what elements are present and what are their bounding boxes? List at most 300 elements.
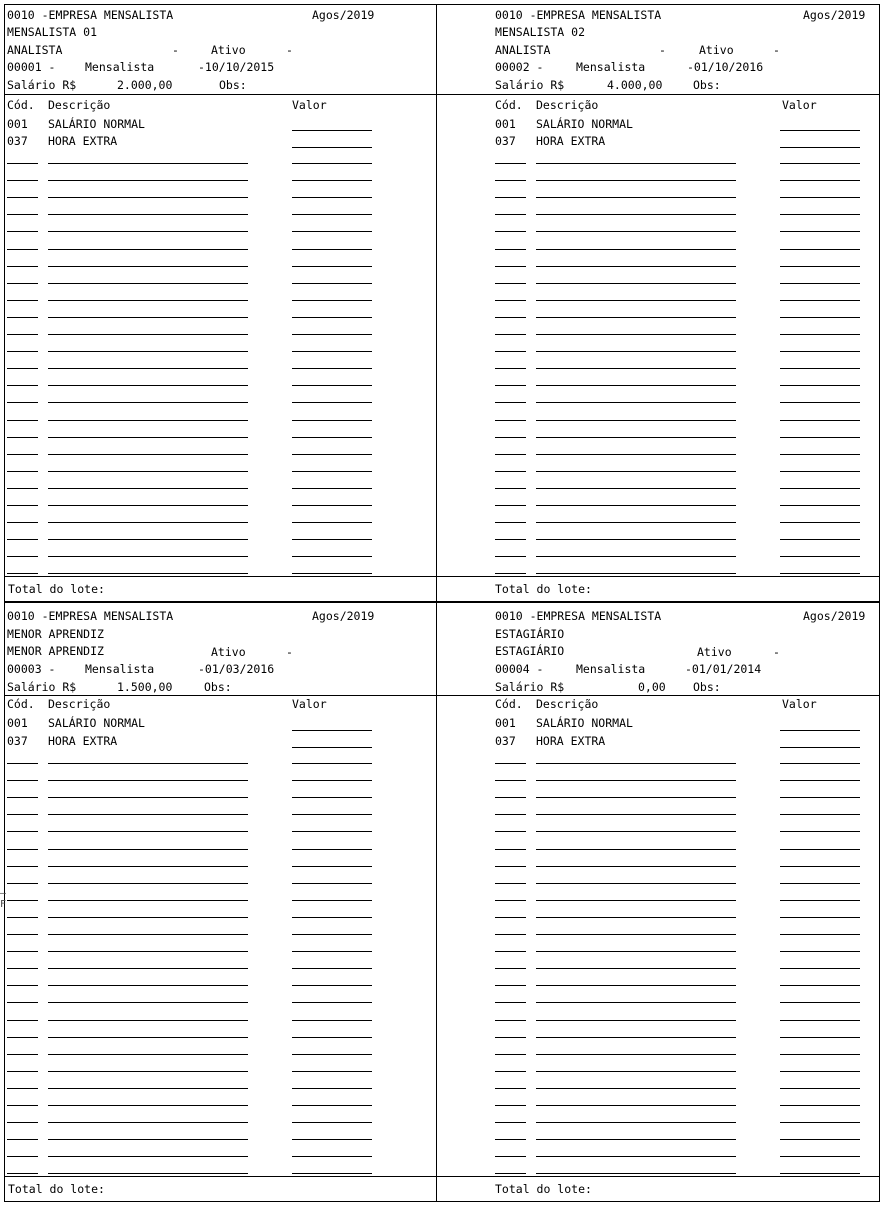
blank-entry-line [7, 917, 38, 918]
blank-entry-line [48, 1037, 248, 1038]
blank-entry-line [48, 334, 248, 335]
blank-entry-line [536, 334, 736, 335]
blank-entry-line [780, 130, 860, 131]
blank-entry-line [536, 934, 736, 935]
blank-entry-line [7, 300, 38, 301]
blank-entry-line [495, 420, 526, 421]
lot-total-row [5, 576, 436, 601]
blank-entry-line [780, 900, 860, 901]
blank-entry-line [48, 985, 248, 986]
blank-entry-line [536, 266, 736, 267]
blank-entry-line [7, 283, 38, 284]
blank-entry-line [292, 951, 372, 952]
blank-entry-line [292, 1037, 372, 1038]
employee-registration: 00004 - [495, 662, 544, 676]
blank-entry-line [536, 573, 736, 574]
blank-entry-line [536, 1139, 736, 1140]
blank-entry-line [780, 934, 860, 935]
blank-entry-line [292, 780, 372, 781]
salary-value: 1.500,00 [117, 680, 173, 694]
blank-entry-line [536, 1105, 736, 1106]
blank-entry-line [7, 214, 38, 215]
blank-entry-line [536, 814, 736, 815]
blank-entry-line [536, 317, 736, 318]
blank-entry-line [292, 866, 372, 867]
employee-role: ANALISTA [7, 43, 63, 57]
blank-entry-line [495, 1020, 526, 1021]
blank-entry-line [495, 334, 526, 335]
blank-entry-line [536, 300, 736, 301]
blank-entry-line [780, 334, 860, 335]
employee-status: Ativo [211, 43, 246, 57]
blank-entry-line [495, 1105, 526, 1106]
blank-entry-line [495, 488, 526, 489]
blank-entry-line [780, 1156, 860, 1157]
blank-entry-line [536, 763, 736, 764]
blank-entry-line [495, 573, 526, 574]
employee-name: MENSALISTA 01 [7, 25, 98, 39]
blank-entry-line [292, 197, 372, 198]
employee-role: MENOR APRENDIZ [7, 644, 104, 658]
blank-entry-line [780, 730, 860, 731]
blank-entry-line [48, 917, 248, 918]
employee-type: Mensalista [85, 662, 155, 676]
blank-entry-line [536, 917, 736, 918]
header-divider [437, 94, 879, 95]
blank-entry-line [48, 951, 248, 952]
blank-entry-line [48, 385, 248, 386]
blank-entry-line [48, 402, 248, 403]
lot-total-label: Total do lote: [495, 1182, 592, 1196]
blank-entry-line [7, 522, 38, 523]
blank-entry-line [7, 934, 38, 935]
blank-entry-line [780, 402, 860, 403]
blank-entry-line [780, 163, 860, 164]
blank-entry-line [780, 763, 860, 764]
blank-entry-line [48, 866, 248, 867]
blank-entry-line [495, 437, 526, 438]
blank-entry-line [7, 471, 38, 472]
blank-entry-line [780, 1173, 860, 1174]
blank-entry-line [536, 488, 736, 489]
blank-entry-line [780, 197, 860, 198]
event-description: SALÁRIO NORMAL [536, 117, 633, 131]
blank-entry-line [292, 985, 372, 986]
period: Agos/2019 [312, 609, 375, 623]
employee-status: Ativo [697, 645, 732, 659]
blank-entry-line [536, 163, 736, 164]
blank-entry-line [48, 420, 248, 421]
blank-entry-line [292, 539, 372, 540]
obs-label: Obs: [219, 78, 247, 92]
blank-entry-line [7, 505, 38, 506]
blank-entry-line [536, 1122, 736, 1123]
blank-entry-line [495, 505, 526, 506]
blank-entry-line [780, 283, 860, 284]
blank-entry-line [292, 300, 372, 301]
blank-entry-line [292, 1122, 372, 1123]
blank-entry-line [48, 831, 248, 832]
company-name: 0010 -EMPRESA MENSALISTA [7, 609, 174, 623]
employee-name: ESTAGIÁRIO [495, 627, 565, 641]
column-header-cod: Cód. [495, 98, 523, 112]
blank-entry-line [7, 1139, 38, 1140]
blank-entry-line [780, 917, 860, 918]
employee-card [4, 602, 437, 1202]
blank-entry-line [292, 402, 372, 403]
event-description: SALÁRIO NORMAL [536, 716, 633, 730]
blank-entry-line [495, 351, 526, 352]
employee-status: Ativo [211, 645, 246, 659]
blank-entry-line [292, 231, 372, 232]
blank-entry-line [780, 351, 860, 352]
blank-entry-line [536, 831, 736, 832]
blank-entry-line [292, 556, 372, 557]
blank-entry-line [48, 1105, 248, 1106]
period: Agos/2019 [803, 8, 866, 22]
column-header-desc: Descrição [536, 98, 599, 112]
blank-entry-line [48, 231, 248, 232]
event-code: 037 [495, 734, 516, 748]
blank-entry-line [7, 334, 38, 335]
blank-entry-line [780, 505, 860, 506]
blank-entry-line [495, 317, 526, 318]
admission-date: -01/03/2016 [198, 662, 275, 676]
blank-entry-line [292, 1020, 372, 1021]
blank-entry-line [536, 849, 736, 850]
blank-entry-line [7, 1020, 38, 1021]
blank-entry-line [48, 283, 248, 284]
blank-entry-line [48, 1122, 248, 1123]
blank-entry-line [536, 180, 736, 181]
salary-value: 2.000,00 [117, 78, 173, 92]
column-header-desc: Descrição [48, 697, 111, 711]
lot-total-row [5, 1176, 436, 1201]
employee-name: MENOR APRENDIZ [7, 627, 104, 641]
blank-entry-line [536, 797, 736, 798]
blank-entry-line [292, 763, 372, 764]
blank-entry-line [495, 849, 526, 850]
blank-entry-line [495, 934, 526, 935]
employee-type: Mensalista [576, 662, 646, 676]
blank-entry-line [780, 385, 860, 386]
blank-entry-line [7, 1054, 38, 1055]
employee-card [436, 4, 880, 602]
lot-total-row [437, 576, 879, 601]
blank-entry-line [48, 1088, 248, 1089]
blank-entry-line [7, 1122, 38, 1123]
salary-label: Salário R$ [495, 680, 565, 694]
blank-entry-line [292, 849, 372, 850]
blank-entry-line [7, 1002, 38, 1003]
blank-entry-line [495, 231, 526, 232]
blank-entry-line [7, 831, 38, 832]
blank-entry-line [495, 214, 526, 215]
blank-entry-line [7, 985, 38, 986]
company-name: 0010 -EMPRESA MENSALISTA [495, 609, 662, 623]
blank-entry-line [7, 368, 38, 369]
blank-entry-line [48, 968, 248, 969]
blank-entry-line [292, 900, 372, 901]
blank-entry-line [292, 488, 372, 489]
blank-entry-line [48, 556, 248, 557]
blank-entry-line [536, 1002, 736, 1003]
blank-entry-line [536, 385, 736, 386]
blank-entry-line [7, 1037, 38, 1038]
blank-entry-line [780, 780, 860, 781]
blank-entry-line [495, 951, 526, 952]
blank-entry-line [495, 1139, 526, 1140]
status-dash: - [286, 645, 293, 659]
blank-entry-line [48, 849, 248, 850]
blank-entry-line [292, 814, 372, 815]
blank-entry-line [292, 797, 372, 798]
blank-entry-line [7, 763, 38, 764]
blank-entry-line [780, 1037, 860, 1038]
blank-entry-line [780, 420, 860, 421]
blank-entry-line [536, 249, 736, 250]
blank-entry-line [536, 883, 736, 884]
employee-status: Ativo [699, 43, 734, 57]
blank-entry-line [48, 163, 248, 164]
event-code: 037 [495, 134, 516, 148]
blank-entry-line [48, 797, 248, 798]
blank-entry-line [7, 402, 38, 403]
column-header-valor: Valor [782, 98, 817, 112]
obs-label: Obs: [693, 680, 721, 694]
blank-entry-line [292, 1071, 372, 1072]
blank-entry-line [780, 317, 860, 318]
event-description: HORA EXTRA [536, 134, 606, 148]
employee-name: MENSALISTA 02 [495, 25, 586, 39]
blank-entry-line [7, 968, 38, 969]
lot-total-label: Total do lote: [495, 582, 592, 596]
blank-entry-line [780, 300, 860, 301]
blank-entry-line [536, 437, 736, 438]
blank-entry-line [780, 266, 860, 267]
blank-entry-line [292, 1054, 372, 1055]
blank-entry-line [780, 488, 860, 489]
event-description: HORA EXTRA [48, 134, 118, 148]
blank-entry-line [536, 1054, 736, 1055]
column-header-desc: Descrição [48, 98, 111, 112]
blank-entry-line [536, 985, 736, 986]
blank-entry-line [495, 968, 526, 969]
blank-entry-line [780, 1002, 860, 1003]
blank-entry-line [7, 883, 38, 884]
blank-entry-line [495, 402, 526, 403]
blank-entry-line [48, 300, 248, 301]
admission-date: -10/10/2015 [198, 60, 275, 74]
blank-entry-line [495, 814, 526, 815]
blank-entry-line [292, 917, 372, 918]
blank-entry-line [536, 231, 736, 232]
blank-entry-line [536, 351, 736, 352]
header-divider [5, 94, 436, 95]
employee-registration: 00002 - [495, 60, 544, 74]
blank-entry-line [48, 573, 248, 574]
blank-entry-line [536, 556, 736, 557]
blank-entry-line [7, 317, 38, 318]
blank-entry-line [536, 1037, 736, 1038]
column-header-desc: Descrição [536, 697, 599, 711]
blank-entry-line [292, 1105, 372, 1106]
blank-entry-line [495, 283, 526, 284]
blank-entry-line [495, 454, 526, 455]
blank-entry-line [780, 180, 860, 181]
lot-total-row [437, 1176, 879, 1201]
blank-entry-line [495, 368, 526, 369]
status-dash: - [286, 43, 293, 57]
blank-entry-line [292, 747, 372, 748]
blank-entry-line [292, 1156, 372, 1157]
blank-entry-line [292, 1002, 372, 1003]
blank-entry-line [780, 249, 860, 250]
blank-entry-line [536, 900, 736, 901]
blank-entry-line [7, 197, 38, 198]
blank-entry-line [780, 454, 860, 455]
blank-entry-line [495, 900, 526, 901]
event-code: 001 [7, 716, 28, 730]
employee-registration: 00001 - [7, 60, 56, 74]
blank-entry-line [780, 831, 860, 832]
blank-entry-line [48, 454, 248, 455]
blank-entry-line [7, 1156, 38, 1157]
blank-entry-line [780, 968, 860, 969]
blank-entry-line [48, 1156, 248, 1157]
blank-entry-line [495, 522, 526, 523]
employee-role: ESTAGIÁRIO [495, 644, 565, 658]
blank-entry-line [48, 368, 248, 369]
blank-entry-line [48, 1139, 248, 1140]
blank-entry-line [495, 556, 526, 557]
employee-registration: 00003 - [7, 662, 56, 676]
blank-entry-line [292, 505, 372, 506]
blank-entry-line [7, 900, 38, 901]
blank-entry-line [292, 573, 372, 574]
blank-entry-line [48, 317, 248, 318]
blank-entry-line [495, 266, 526, 267]
blank-entry-line [780, 883, 860, 884]
blank-entry-line [48, 249, 248, 250]
blank-entry-line [536, 214, 736, 215]
blank-entry-line [292, 163, 372, 164]
blank-entry-line [292, 934, 372, 935]
blank-entry-line [780, 985, 860, 986]
blank-entry-line [7, 814, 38, 815]
blank-entry-line [780, 437, 860, 438]
blank-entry-line [495, 539, 526, 540]
blank-entry-line [292, 454, 372, 455]
blank-entry-line [7, 163, 38, 164]
blank-entry-line [780, 814, 860, 815]
blank-entry-line [48, 351, 248, 352]
blank-entry-line [780, 539, 860, 540]
blank-entry-line [7, 573, 38, 574]
blank-entry-line [48, 1054, 248, 1055]
blank-entry-line [48, 471, 248, 472]
blank-entry-line [292, 283, 372, 284]
blank-entry-line [292, 437, 372, 438]
blank-entry-line [7, 1088, 38, 1089]
blank-entry-line [7, 249, 38, 250]
blank-entry-line [48, 1002, 248, 1003]
blank-entry-line [495, 1156, 526, 1157]
blank-entry-line [7, 780, 38, 781]
blank-entry-line [536, 471, 736, 472]
blank-entry-line [7, 488, 38, 489]
blank-entry-line [7, 849, 38, 850]
blank-entry-line [536, 1071, 736, 1072]
blank-entry-line [7, 231, 38, 232]
salary-label: Salário R$ [495, 78, 565, 92]
blank-entry-line [536, 454, 736, 455]
salary-label: Salário R$ [7, 680, 77, 694]
blank-entry-line [495, 1037, 526, 1038]
blank-entry-line [48, 488, 248, 489]
blank-entry-line [495, 1173, 526, 1174]
event-description: HORA EXTRA [536, 734, 606, 748]
blank-entry-line [495, 866, 526, 867]
blank-entry-line [780, 368, 860, 369]
blank-entry-line [495, 1002, 526, 1003]
blank-entry-line [780, 1020, 860, 1021]
employee-type: Mensalista [85, 60, 155, 74]
blank-entry-line [780, 1071, 860, 1072]
blank-entry-line [536, 1088, 736, 1089]
blank-entry-line [780, 849, 860, 850]
blank-entry-line [780, 573, 860, 574]
blank-entry-line [48, 900, 248, 901]
blank-entry-line [780, 747, 860, 748]
blank-entry-line [780, 1105, 860, 1106]
lot-total-label: Total do lote: [8, 582, 105, 596]
admission-date: -01/10/2016 [687, 60, 764, 74]
blank-entry-line [292, 968, 372, 969]
column-header-valor: Valor [782, 697, 817, 711]
blank-entry-line [7, 1105, 38, 1106]
blank-entry-line [495, 249, 526, 250]
blank-entry-line [495, 197, 526, 198]
blank-entry-line [495, 1122, 526, 1123]
blank-entry-line [292, 334, 372, 335]
blank-entry-line [536, 283, 736, 284]
event-code: 001 [495, 716, 516, 730]
blank-entry-line [780, 1088, 860, 1089]
blank-entry-line [48, 814, 248, 815]
blank-entry-line [495, 180, 526, 181]
obs-label: Obs: [204, 680, 232, 694]
blank-entry-line [7, 437, 38, 438]
blank-entry-line [48, 1071, 248, 1072]
blank-entry-line [536, 951, 736, 952]
blank-entry-line [536, 420, 736, 421]
blank-entry-line [292, 266, 372, 267]
blank-entry-line [292, 1173, 372, 1174]
column-header-cod: Cód. [7, 697, 35, 711]
column-header-cod: Cód. [495, 697, 523, 711]
margin-mark: – F [0, 888, 7, 910]
company-name: 0010 -EMPRESA MENSALISTA [495, 8, 662, 22]
blank-entry-line [7, 1173, 38, 1174]
blank-entry-line [292, 214, 372, 215]
blank-entry-line [780, 522, 860, 523]
blank-entry-line [7, 951, 38, 952]
blank-entry-line [780, 797, 860, 798]
blank-entry-line [7, 385, 38, 386]
blank-entry-line [292, 730, 372, 731]
event-code: 001 [495, 117, 516, 131]
